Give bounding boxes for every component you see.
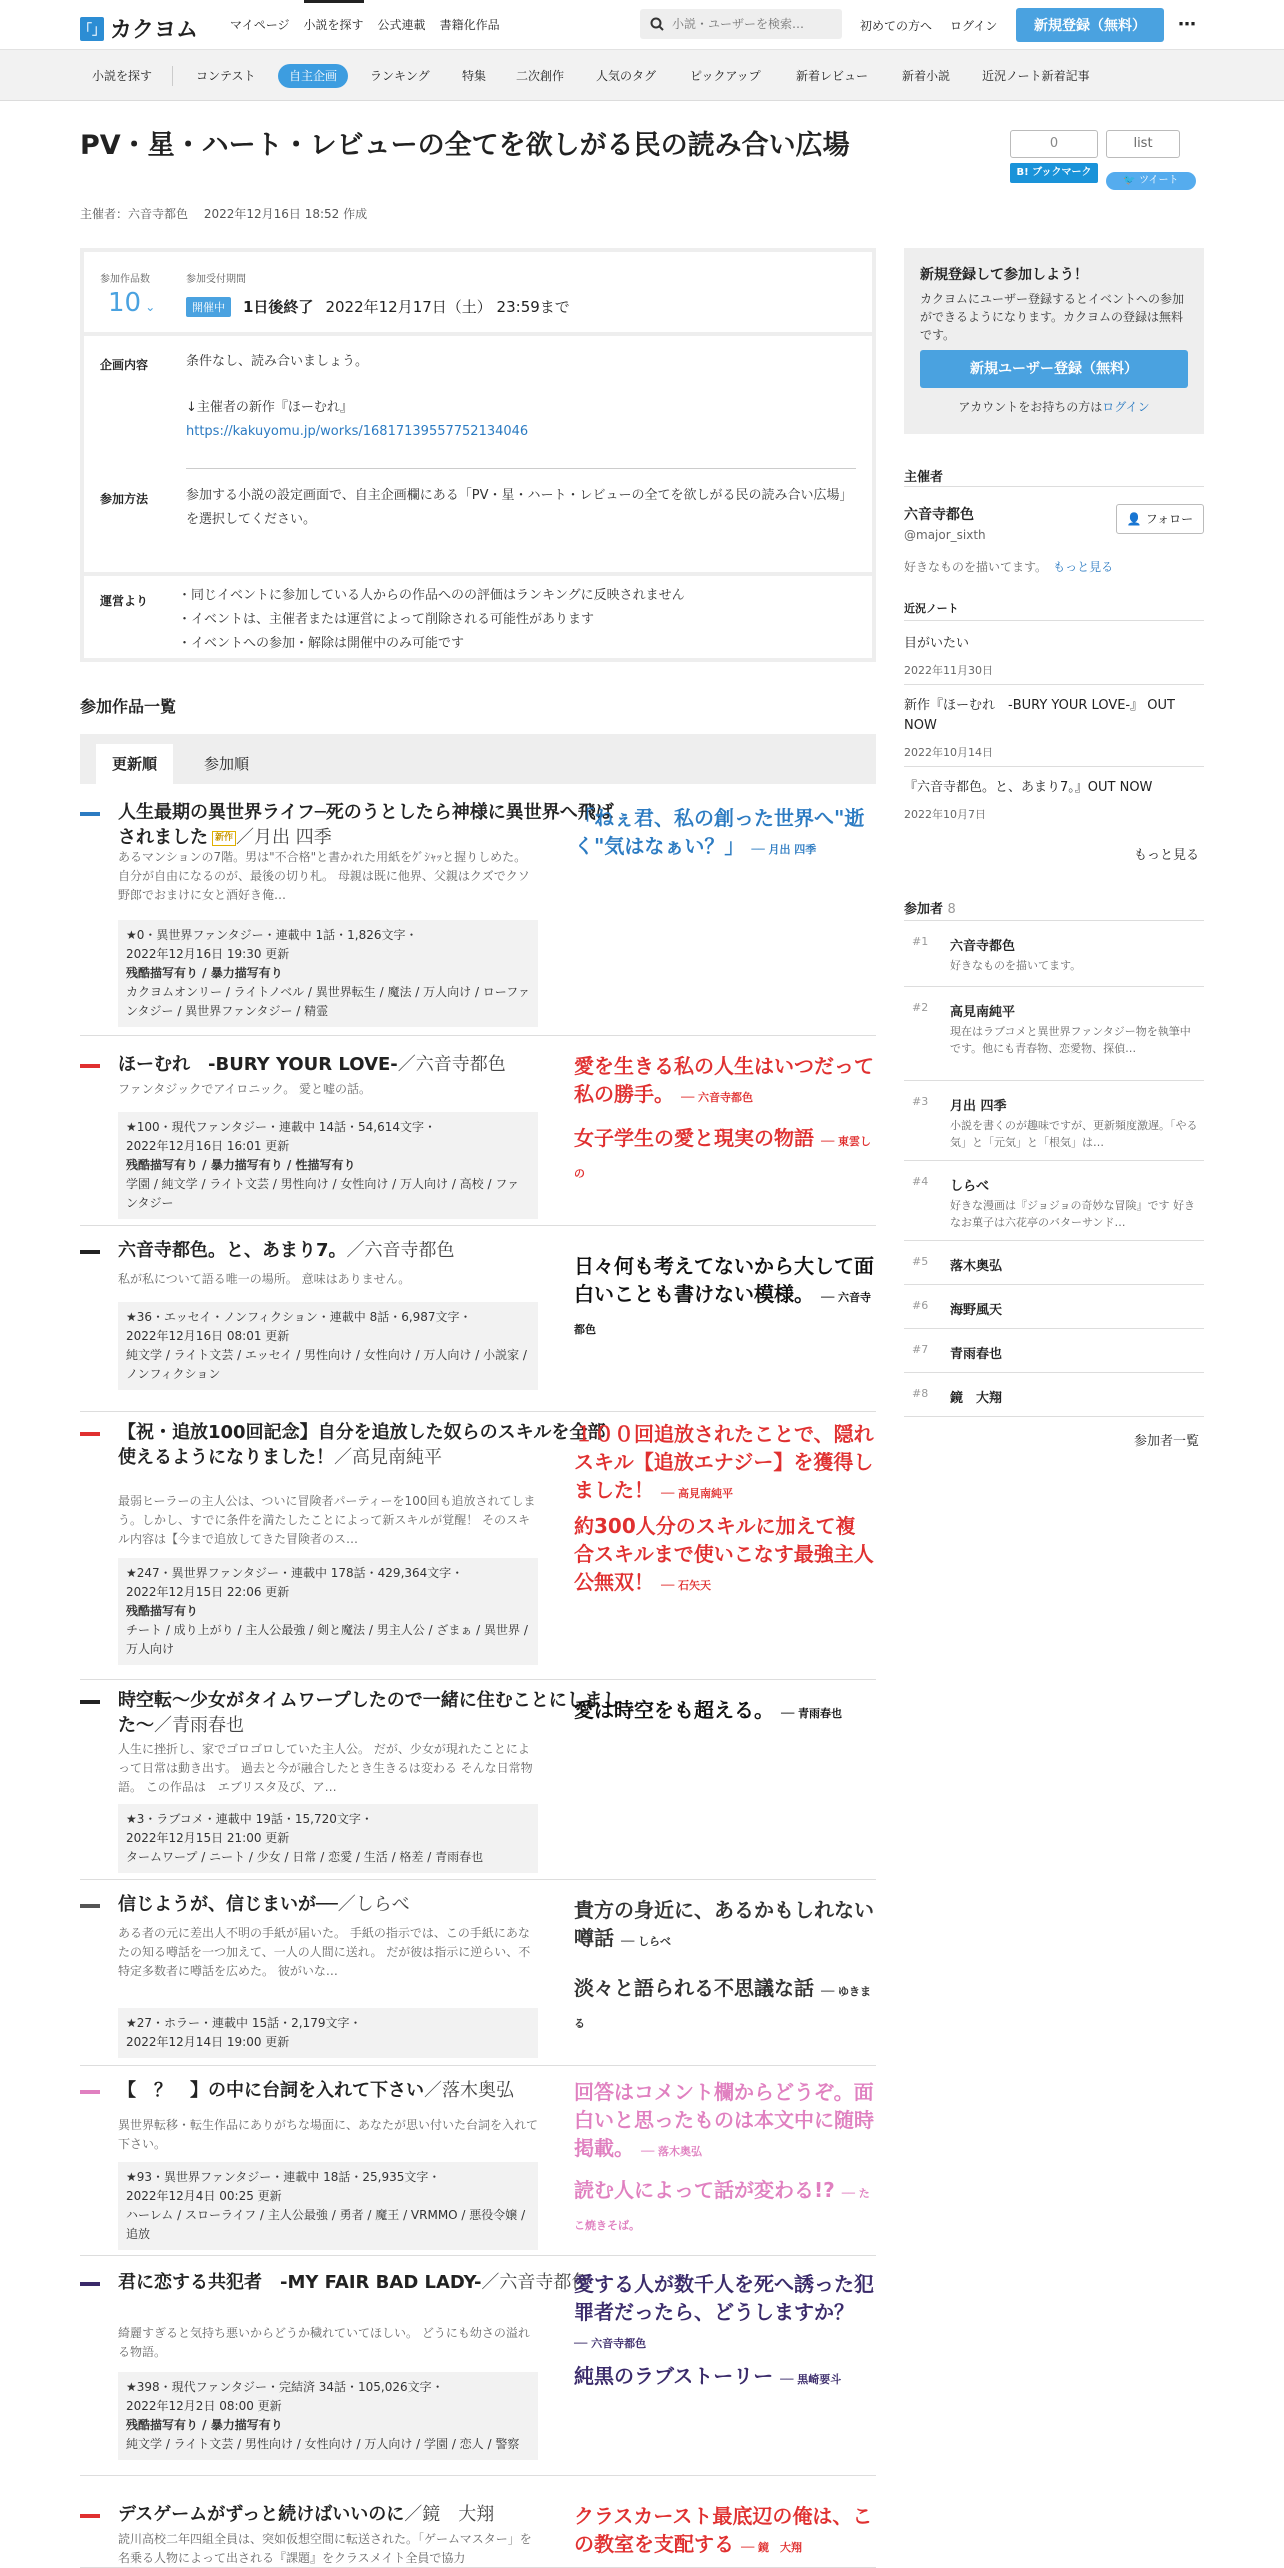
- work-tags[interactable]: 学園 / 純文学 / ライト文芸 / 男性向け / 女性向け / 万人向け / 高校 / ファンタジー: [126, 1177, 520, 1210]
- catchphrase-text: 愛する人が数千人を死へ誘った犯罪者だったら、どうしますか？: [574, 2272, 874, 2324]
- work-title[interactable]: [118, 2270, 623, 2295]
- signup-box: [904, 248, 1204, 434]
- work-warnings: 残酷描写有り / 暴力描写有り: [126, 966, 283, 980]
- catchphrase-author: ── 六音寺都色: [574, 1291, 872, 1336]
- work-item: [80, 2256, 876, 2476]
- work-description: 私が私について語る唯一の場所。 意味はありません。: [118, 1272, 411, 1286]
- add-user-icon: 👤: [1126, 512, 1142, 526]
- work-title[interactable]: [118, 2078, 623, 2103]
- work-updated: 2022年12月16日 16:01 更新: [126, 1139, 290, 1153]
- host-bio-more-link[interactable]: もっと見る: [1053, 560, 1114, 574]
- work-item: [80, 1680, 876, 1880]
- entry-count-value: 10: [108, 288, 142, 318]
- work-title-text[interactable]: ほーむれ -BURY YOUR LOVE-: [118, 1054, 398, 1075]
- work-updated: 2022年12月16日 08:01 更新: [126, 1329, 290, 1343]
- work-author[interactable]: ／青雨春也: [154, 1715, 244, 1736]
- follow-button[interactable]: [1116, 504, 1204, 534]
- participant-item[interactable]: #7 青雨春也: [904, 1329, 1204, 1373]
- catchphrase: [574, 1124, 874, 1188]
- subnav-divider: [172, 66, 173, 86]
- catchphrase: [574, 2078, 874, 2166]
- catchphrase: [574, 2502, 874, 2562]
- work-author[interactable]: ／六音寺都色: [481, 2272, 590, 2293]
- nav-find-novels[interactable]: 小説を探す: [304, 0, 364, 50]
- catchphrase-text: 「ねぇ君、私の創った世界へ"逝く"気はなぁい？」: [574, 806, 865, 858]
- work-title-text[interactable]: 六音寺都色。と、あまり7。: [118, 1240, 347, 1261]
- note-title[interactable]: 新作『ほーむれ -BURY YOUR LOVE-』 OUT NOW: [904, 698, 1175, 733]
- works-heading: 参加作品一覧: [80, 697, 177, 716]
- work-item: [80, 1412, 876, 1680]
- status-badge: 開催中: [186, 297, 231, 317]
- subnav-new-novels[interactable]: 新着小説: [902, 69, 951, 83]
- participant-item[interactable]: #8 鏡 大翔: [904, 1373, 1204, 1417]
- catchphrase-text: 愛を生きる私の人生はいつだって私の勝手。: [574, 1054, 874, 1106]
- participant-item[interactable]: #4 しらべ 好きな漫画は『ジョジョの奇妙な冒険』です 好きなお菓子は六花亭のバターサンド…: [904, 1161, 1204, 1241]
- content-link[interactable]: https://kakuyomu.jp/works/16817139557752134046: [186, 424, 529, 439]
- work-title[interactable]: [118, 800, 623, 850]
- work-warnings: 残酷描写有り / 暴力描写有り: [126, 2418, 283, 2432]
- search-icon: [650, 17, 664, 31]
- register-button[interactable]: 新規登録（無料）: [1016, 8, 1164, 42]
- host-bio: 好きなものを描いてます。: [904, 560, 1042, 574]
- catchphrase-author: ── 高見南純平: [660, 1487, 734, 1500]
- work-color-bar: [80, 2514, 100, 2518]
- work-description: 読川高校二年四組全員は、突如仮想空間に転送された。「ゲームマスター」を名乗る人物によって出される『課題』をクラスメイト全員で協力: [118, 2532, 532, 2565]
- method-label: 参加方法: [100, 492, 149, 506]
- catchphrase: [574, 2270, 874, 2358]
- signup-text: カクヨムにユーザー登録するとイベントへの参加ができるようになります。カクヨムの登録は無料です。: [920, 292, 1185, 342]
- catchphrase: [574, 1512, 874, 1600]
- catchphrase: [574, 1252, 874, 1344]
- catchphrase-text: クラスカースト最底辺の俺は、この教室を支配する: [574, 2504, 873, 2556]
- work-color-bar: [80, 2282, 100, 2286]
- catchphrase-text: 貴方の身近に、あるかもしれない噂話: [574, 1898, 874, 1950]
- participants-all-link[interactable]: 参加者一覧: [1134, 1434, 1200, 1449]
- work-stats-box: [118, 2372, 538, 2460]
- work-warnings: 残酷描写有り: [126, 1604, 199, 1618]
- have-account: アカウントをお持ちの方はログイン: [958, 400, 1150, 414]
- hatena-bookmark-button[interactable]: B! ブックマーク: [1010, 163, 1098, 183]
- notes-more-link[interactable]: もっと見る: [1134, 848, 1200, 863]
- host-name[interactable]: 六音寺都色: [904, 507, 974, 523]
- subnav-find[interactable]: 小説を探す: [92, 69, 153, 83]
- work-color-bar: [80, 1250, 100, 1254]
- work-stats: ★0・異世界ファンタジー・連載中 1話・1,826文字・: [126, 928, 418, 942]
- divider: [904, 766, 1204, 767]
- work-author[interactable]: ／しらべ: [337, 1894, 410, 1915]
- work-author[interactable]: ／鏡 大翔: [404, 2504, 495, 2525]
- work-description: あるマンションの7階。男は"不合格"と書かれた用紙をｸﾞｼｬｯと握りしめた。自分が自由になるのが、最後の切り札。 母親は既に他界、父親はクズでクソ野郎でおまけに女と酒好き俺…: [118, 850, 530, 902]
- work-description: 綺麗すぎると気持ち悪いからどうか穢れていてほしい。 どうにも幼さの溢れる物語。: [118, 2326, 530, 2359]
- work-item: [80, 2476, 876, 2568]
- twitter-bird-icon: 🐦: [1123, 175, 1136, 186]
- content-line-2: ↓主催者の新作『ほーむれ』: [186, 400, 353, 415]
- notes-heading: 近況ノート: [904, 602, 959, 615]
- work-updated: 2022年12月2日 08:00 更新: [126, 2399, 282, 2413]
- work-author[interactable]: ／六音寺都色: [346, 1240, 455, 1261]
- catchphrase-text: 約300人分のスキルに加えて複合スキルまで使いこなす最強主人公無双！: [574, 1514, 874, 1594]
- catchphrase: [574, 2362, 874, 2394]
- divider: [904, 684, 1204, 685]
- event-summary-row: [84, 252, 872, 336]
- participant-item[interactable]: #1 六音寺都色 好きなものを描いてます。: [904, 921, 1204, 987]
- work-title-text[interactable]: デスゲームがずっと続けばいいのに: [118, 2504, 405, 2525]
- catchphrase-text: １００回追放されたことで、隠れスキル【追放エナジー】を獲得しました！: [574, 1422, 874, 1502]
- host-id: @major_sixth: [904, 528, 986, 542]
- work-stats-box: [118, 1558, 538, 1665]
- period-label: 参加受付期間: [186, 274, 246, 285]
- note-date: 2022年10月7日: [904, 808, 986, 821]
- work-stats: ★247・異世界ファンタジー・連載中 178話・429,364文字・: [126, 1566, 464, 1580]
- rule-item: ・イベントは、主催者または運営によって削除される可能性があります: [178, 612, 595, 627]
- nav-mypage[interactable]: マイページ: [230, 18, 290, 32]
- rules-label: 運営より: [100, 594, 149, 608]
- work-tags[interactable]: 純文学 / ライト文芸 / エッセイ / 男性向け / 女性向け / 万人向け / 小説家 / ノンフィクション: [126, 1348, 527, 1381]
- work-stats-box: [118, 1804, 538, 1873]
- work-description: ある者の元に差出人不明の手紙が届いた。 手紙の指示では、この手紙にあなたの知る噂話を一つ加えて、一人の人間に送れ。 だが彼は指示に逆らい、不特定多数者に噂話を広めた。 彼がいな…: [118, 1926, 531, 1978]
- note-date: 2022年11月30日: [904, 664, 993, 677]
- entry-count-label: 参加作品数: [100, 274, 150, 285]
- divider: [904, 620, 1204, 621]
- catchphrase-author: ── 鏡 大翔: [740, 2541, 803, 2554]
- host-heading: 主催者: [904, 470, 944, 485]
- catchphrase-text: 回答はコメント欄からどうぞ。面白いと思ったものは本文中に随時掲載。: [574, 2080, 874, 2160]
- content-line-1: 条件なし、読み合いましょう。: [186, 354, 369, 369]
- subnav-features[interactable]: 特集: [462, 69, 487, 83]
- participant-item[interactable]: #5 落木奥弘: [904, 1241, 1204, 1285]
- catchphrase-author: ── しらべ: [620, 1935, 672, 1948]
- catchphrase: [574, 1896, 874, 1956]
- list-button[interactable]: list: [1106, 130, 1180, 158]
- work-title[interactable]: [118, 2502, 623, 2527]
- chevron-down-icon: ⌄: [145, 300, 156, 314]
- work-tags[interactable]: カクヨムオンリー / ライトノベル / 異世界転生 / 魔法 / 万人向け / ローファンタジー / 異世界ファンタジー / 精霊: [126, 985, 530, 1018]
- work-item: [80, 1880, 876, 2066]
- work-title-text[interactable]: 君に恋する共犯者 -MY FAIR BAD LADY-: [118, 2272, 482, 2293]
- work-tags[interactable]: ハーレム / スローライフ / 主人公最強 / 勇者 / 魔王 / VRMMO / 悪役令嬢 / 追放: [126, 2208, 526, 2241]
- catchphrase-text: 読む人によって話が変わる!?: [574, 2178, 842, 2202]
- subnav-new-reviews[interactable]: 新着レビュー: [796, 69, 869, 83]
- catchphrase-author: ── 月出 四季: [751, 843, 817, 856]
- catchphrase-author: ── 落木奥弘: [640, 2145, 703, 2158]
- work-updated: 2022年12月16日 19:30 更新: [126, 947, 290, 961]
- note-date: 2022年10月14日: [904, 746, 993, 759]
- participant-item[interactable]: #3 月出 四季 小説を書くのが趣味ですが、更新頻度激遅。「やる気」と「元気」と「根気」は…: [904, 1081, 1204, 1161]
- catchphrase-author: ── 青雨春也: [780, 1707, 843, 1720]
- work-item: [80, 2066, 876, 2256]
- subnav-popular-tags[interactable]: 人気のタグ: [596, 69, 657, 83]
- new-badge: 新作: [212, 831, 236, 846]
- work-author[interactable]: ／高見南純平: [334, 1447, 442, 1468]
- subnav-ranking[interactable]: ランキング: [370, 69, 430, 83]
- method-text: 参加する小説の設定画面で、自主企画欄にある「PV・星・ハート・レビューの全てを欲しがる民の読み合い広場」を選択してください。: [186, 488, 853, 527]
- sub-nav: [0, 50, 1284, 101]
- login-link[interactable]: ログイン: [950, 19, 998, 33]
- catchphrase: [574, 804, 874, 864]
- search-input[interactable]: [672, 17, 832, 31]
- host-bio-row: [904, 558, 1204, 575]
- event-info-panel: [80, 248, 876, 662]
- catchphrase-author: ── たこ焼きそば。: [574, 2187, 870, 2232]
- entry-count[interactable]: [108, 288, 155, 318]
- period-info: [186, 296, 570, 317]
- more-menu-icon[interactable]: ⋯: [1178, 14, 1196, 35]
- work-stats: ★100・現代ファンタジー・連載中 14話・54,614文字・: [126, 1120, 437, 1134]
- work-color-bar: [80, 1432, 100, 1436]
- rules-row: [84, 576, 872, 658]
- rule-item: ・イベントへの参加・解除は開催中のみ可能です: [178, 636, 465, 651]
- tab-updated[interactable]: 更新順: [96, 744, 173, 784]
- work-title-text[interactable]: 人生最期の異世界ライフ─死のうとしたら神様に異世界へ飛ばされました: [118, 802, 614, 848]
- first-time-link[interactable]: 初めての方へ: [860, 19, 933, 33]
- catchphrase: [574, 1420, 874, 1508]
- catchphrase-author: ── 黒崎要斗: [780, 2373, 842, 2386]
- work-stats: ★27・ホラー・連載中 15話・2,179文字・: [126, 2016, 362, 2030]
- work-title-text[interactable]: 時空転〜少女がタイムワープしたので一緒に住むことにしました〜: [118, 1690, 621, 1736]
- work-stats: ★3・ラブコメ・連載中 19話・15,720文字・: [126, 1812, 373, 1826]
- subnav-fanfiction[interactable]: 二次創作: [516, 69, 565, 83]
- work-author[interactable]: ／落木奥弘: [424, 2080, 514, 2101]
- work-updated: 2022年12月15日 22:06 更新: [126, 1585, 290, 1599]
- search-box[interactable]: [640, 9, 842, 39]
- follow-label: フォロー: [1145, 512, 1194, 526]
- signup-button[interactable]: 新規ユーザー登録（無料）: [920, 350, 1188, 388]
- nav-official-serial[interactable]: 公式連載: [377, 18, 426, 32]
- tweet-label: ツイート: [1139, 175, 1179, 186]
- work-author[interactable]: ／月出 四季: [236, 827, 332, 848]
- catchphrase-author: ── 六音寺都色: [574, 2337, 647, 2350]
- signup-title: 新規登録して参加しよう！: [920, 267, 1088, 283]
- logo-text: カクヨム: [110, 18, 199, 43]
- work-updated: 2022年12月4日 00:25 更新: [126, 2189, 282, 2203]
- bookmark-count: 0: [1010, 130, 1098, 158]
- remaining-time: 1日後終了: [243, 298, 314, 316]
- participant-item[interactable]: #6 海野風天: [904, 1285, 1204, 1329]
- work-tags[interactable]: タームワープ / ニート / 少女 / 日常 / 恋愛 / 生活 / 格差 / 青雨春也: [126, 1850, 484, 1864]
- work-stats: ★93・異世界ファンタジー・連載中 18話・25,935文字・: [126, 2170, 441, 2184]
- work-updated: 2022年12月14日 19:00 更新: [126, 2035, 290, 2049]
- work-stats-box: [118, 2008, 538, 2058]
- work-title[interactable]: [118, 1238, 623, 1263]
- work-title[interactable]: [118, 1052, 623, 1077]
- work-stats-box: [118, 920, 538, 1027]
- work-color-bar: [80, 812, 100, 816]
- work-description: 異世界転移・転生作品にありがちな場面に、あなたが思い付いた台詞を入れて下さい。: [118, 2118, 539, 2151]
- page-title: PV・星・ハート・レビューの全てを欲しがる民の読み合い広場: [80, 130, 850, 161]
- work-author[interactable]: ／六音寺都色: [397, 1054, 506, 1075]
- work-updated: 2022年12月15日 21:00 更新: [126, 1831, 290, 1845]
- subnav-pickup[interactable]: ピックアップ: [690, 69, 761, 83]
- work-stats: ★36・エッセイ・ノンフィクション・連載中 8話・6,987文字・: [126, 1310, 472, 1324]
- work-stats-box: [118, 1112, 538, 1219]
- work-item: [80, 1036, 876, 1226]
- catchphrase-text: 純黒のラブストーリー: [574, 2364, 781, 2388]
- work-stats-box: [118, 2162, 538, 2250]
- note-title[interactable]: 『六音寺都色。と、あまり7。』OUT NOW: [904, 780, 1153, 795]
- work-color-bar: [80, 1064, 100, 1068]
- catchphrase: [574, 1696, 874, 1728]
- work-description: 人生に挫折し、家でゴロゴロしていた主人公。 だが、少女が現れたことによって日常は動き出す。 過去と今が融合したとき生きるは変わる そんな日常物語。 この作品は エブリスタ及び、ア…: [118, 1742, 533, 1794]
- work-color-bar: [80, 2090, 100, 2094]
- catchphrase-text: 日々何も考えてないから大して面白いことも書けない模様。: [574, 1254, 874, 1306]
- header-nav: [230, 0, 514, 50]
- work-description: ファンタジックでアイロニック。 愛と嘘の話。: [118, 1082, 372, 1096]
- catchphrase-author: ── 東雲しの: [574, 1135, 872, 1180]
- divider: [186, 468, 856, 469]
- deadline: 2022年12月17日（土） 23:59まで: [325, 298, 570, 316]
- catchphrase-author: ── 六音寺都色: [680, 1091, 754, 1104]
- tab-joined[interactable]: 参加順: [204, 755, 250, 773]
- work-title[interactable]: [118, 1892, 623, 1917]
- page-meta: 主催者：六音寺都色 2022年12月16日 18:52 作成: [80, 207, 368, 221]
- rule-item: ・同じイベントに参加している人からの作品へのの評価はランキングに反映されません: [178, 588, 685, 603]
- work-warnings: 残酷描写有り / 暴力描写有り / 性描写有り: [126, 1158, 356, 1172]
- rules-list: [178, 584, 685, 656]
- work-stats: ★398・現代ファンタジー・完結済 34話・105,026文字・: [126, 2380, 444, 2394]
- catchphrase-text: 愛は時空をも超える。: [574, 1698, 781, 1722]
- note-title[interactable]: 目がいたい: [904, 636, 970, 651]
- catchphrase: [574, 1974, 874, 2038]
- tweet-button[interactable]: [1106, 172, 1196, 190]
- event-content-row: [84, 336, 872, 572]
- work-title[interactable]: [118, 1420, 623, 1470]
- nav-published-works[interactable]: 書籍化作品: [439, 18, 500, 32]
- catchphrase: [574, 1052, 874, 1112]
- subnav-new-notes[interactable]: 近況ノート新着記事: [982, 69, 1090, 83]
- catchphrase-text: 女子学生の愛と現実の物語: [574, 1126, 821, 1150]
- divider: [904, 486, 1204, 487]
- sidebar-login-link[interactable]: ログイン: [1102, 400, 1150, 414]
- work-title-text[interactable]: 【 ？ 】の中に台詞を入れて下さい: [118, 2080, 424, 2101]
- content-label: 企画内容: [100, 358, 149, 372]
- work-stats-box: [118, 1302, 538, 1390]
- subnav-contest[interactable]: コンテスト: [196, 69, 256, 83]
- work-item: [80, 794, 876, 1036]
- catchphrase: [574, 2176, 874, 2240]
- work-item: [80, 1226, 876, 1412]
- work-color-bar: [80, 1904, 100, 1908]
- participant-item[interactable]: #2 高見南純平 現在はラブコメと異世界ファンタジー物を執筆中です。他にも青春物、恋愛物、探偵…: [904, 987, 1204, 1081]
- subnav-independent-events[interactable]: 自主企画: [278, 64, 348, 88]
- site-logo[interactable]: [80, 13, 198, 44]
- catchphrase-author: ── 石矢天: [660, 1579, 712, 1592]
- work-title[interactable]: [118, 1688, 623, 1738]
- global-header: [0, 0, 1284, 50]
- catchphrase-author: ── ゆきまる: [574, 1985, 872, 2030]
- logo-mark: 「」: [80, 17, 104, 41]
- participants-heading: 参加者 8: [904, 902, 956, 917]
- catchphrase-text: 淡々と語られる不思議な話: [574, 1976, 821, 2000]
- works-tabs: [80, 734, 876, 784]
- work-color-bar: [80, 1700, 100, 1704]
- work-title-text[interactable]: 信じようが、信じまいが──: [118, 1894, 338, 1915]
- work-tags[interactable]: 純文学 / ライト文芸 / 男性向け / 女性向け / 万人向け / 学園 / 恋人 / 警察: [126, 2437, 520, 2451]
- work-title-text[interactable]: 【祝・追放100回記念】自分を追放した奴らのスキルを全部使えるようになりました！: [118, 1422, 606, 1468]
- work-tags[interactable]: チート / 成り上がり / 主人公最強 / 剣と魔法 / 男主人公 / ざまぁ / 異世界 / 万人向け: [126, 1623, 528, 1656]
- participants-count: 8: [947, 902, 956, 917]
- work-description: 最弱ヒーラーの主人公は、ついに冒険者パーティーを100回も追放されてしまう。しかし、すでに条件を満たしたことによって新スキルが覚醒！ そのスキル内容は【今まで追放してきた冒険者のス…: [118, 1494, 536, 1546]
